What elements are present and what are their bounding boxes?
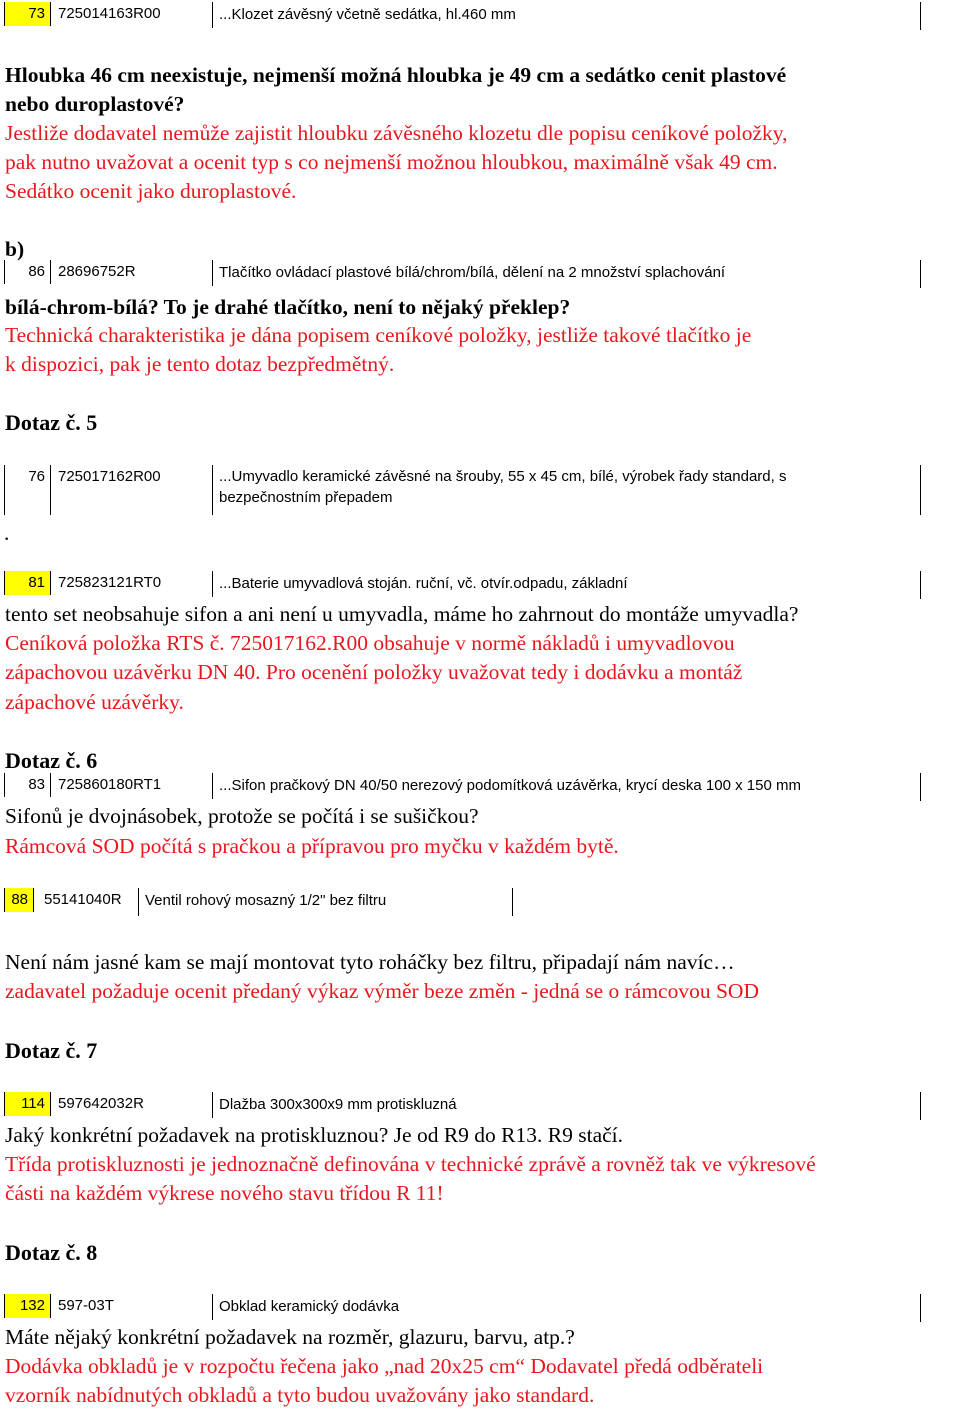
section-heading: Dotaz č. 7	[5, 1038, 98, 1063]
item-description	[212, 465, 786, 515]
answer-text: zadavatel požaduje ocenit předaný výkaz výměr beze změn - jedná se o rámcovou SOD	[5, 979, 759, 1003]
item-code: 725860180RT1	[58, 776, 162, 793]
answer-text: Dodávka obkladů je v rozpočtu řečena jako „nad 20x25 cm“ Dodavatel předá odběrateli	[5, 1354, 764, 1378]
item-code: 725823121RT0	[58, 574, 162, 591]
item-code: 725017162R00	[58, 468, 161, 485]
question-text: Není nám jasné kam se mají montovat tyto roháčky bez filtru, připadají nám navíc…	[5, 950, 735, 974]
question-text: Sifonů je dvojnásobek, protože se počítá i se sušičkou?	[5, 804, 479, 828]
table-row	[0, 569, 960, 595]
table-row	[0, 463, 960, 515]
answer-text: Třída protiskluznosti je jednoznačně definována v technické zprávě a rovněž tak ve výkresové	[5, 1152, 816, 1176]
table-row	[0, 886, 960, 912]
item-number: 132	[4, 1294, 51, 1318]
item-description: Dlažba 300x300x9 mm protiskluzná	[212, 1092, 457, 1118]
table-row	[0, 258, 960, 284]
item-description: ...Baterie umyvadlová stoján. ruční, vč. otvír.odpadu, základní	[212, 571, 628, 597]
item-code: 597642032R	[58, 1095, 144, 1112]
answer-text: Sedátko ocenit jako duroplastové.	[5, 179, 297, 203]
question-text: Jaký konkrétní požadavek na protiskluznou? Je od R9 do R13. R9 stačí.	[5, 1123, 624, 1147]
answer-text: Jestliže dodavatel nemůže zajistit hloubku závěsného klozetu dle popisu ceníkové položky,	[5, 121, 788, 145]
item-description: Tlačítko ovládací plastové bílá/chrom/bílá, dělení na 2 množství splachování	[212, 260, 725, 286]
answer-text: Technická charakteristika je dána popisem ceníkové položky, jestliže takové tlačítko je	[5, 323, 752, 347]
item-number: 73	[4, 2, 51, 26]
answer-text: Rámcová SOD počítá s pračkou a přípravou pro myčku v každém bytě.	[5, 834, 619, 858]
item-number: 83	[4, 773, 51, 797]
item-description-line: bezpečnostním přepadem	[219, 489, 393, 506]
answer-text: pak nutno uvažovat a ocenit typ s co nejmenší možnou hloubkou, maximálně však 49 cm.	[5, 150, 778, 174]
table-row	[0, 771, 960, 797]
answer-text: Ceníková položka RTS č. 725017162.R00 obsahuje v normě nákladů i umyvadlovou	[5, 631, 735, 655]
question-text: Hloubka 46 cm neexistuje, nejmenší možná hloubka je 49 cm a sedátko cenit plastové	[5, 63, 787, 87]
table-border	[920, 1294, 921, 1322]
table-border	[920, 571, 921, 599]
answer-text: zápachové uzávěrky.	[5, 690, 184, 714]
answer-text: zápachovou uzávěrku DN 40. Pro ocenění položky uvažovat tedy i dodávku a montáž	[5, 660, 743, 684]
section-heading: Dotaz č. 6	[5, 748, 98, 773]
table-border	[920, 773, 921, 801]
item-number: 76	[4, 465, 51, 515]
item-code: 597-03T	[58, 1297, 114, 1314]
subsection-label: b)	[5, 237, 25, 261]
item-description: Ventil rohový mosazný 1/2" bez filtru	[138, 888, 386, 916]
item-code: 725014163R00	[58, 5, 161, 22]
item-number: 114	[4, 1092, 51, 1116]
item-description: ...Klozet závěsný včetně sedátka, hl.460 mm	[212, 2, 516, 28]
item-description: Obklad keramický dodávka	[212, 1294, 399, 1320]
table-border	[920, 2, 921, 30]
section-heading: Dotaz č. 5	[5, 410, 98, 435]
item-number: 88	[4, 888, 34, 912]
table-row	[0, 1090, 960, 1116]
question-text: tento set neobsahuje sifon a ani není u umyvadla, máme ho zahrnout do montáže umyvadla?	[5, 602, 799, 626]
table-border	[920, 465, 921, 515]
table-border	[920, 1092, 921, 1120]
item-description: ...Sifon pračkový DN 40/50 nerezový podomítková uzávěrka, krycí deska 100 x 150 mm	[212, 773, 801, 799]
question-text: bílá-chrom-bílá? To je drahé tlačítko, není to nějaký překlep?	[5, 295, 571, 319]
stray-dot: .	[4, 521, 10, 545]
table-row	[0, 0, 960, 26]
question-text: nebo duroplastové?	[5, 92, 185, 116]
item-description-line: ...Umyvadlo keramické závěsné na šrouby, 55 x 45 cm, bílé, výrobek řady standard, s	[219, 468, 787, 485]
item-number: 81	[4, 571, 51, 595]
answer-text: k dispozici, pak je tento dotaz bezpředmětný.	[5, 352, 395, 376]
item-number: 86	[4, 260, 51, 284]
answer-text: části na každém výkrese nového stavu třídou R 11!	[5, 1181, 444, 1205]
table-border	[920, 260, 921, 288]
table-border	[512, 888, 513, 916]
item-code: 55141040R	[44, 891, 122, 908]
item-code: 28696752R	[58, 263, 136, 280]
answer-text: vzorník nabídnutých obkladů a tyto budou uvažovány jako standard.	[5, 1383, 595, 1407]
question-text: Máte nějaký konkrétní požadavek na rozměr, glazuru, barvu, atp.?	[5, 1325, 575, 1349]
section-heading: Dotaz č. 8	[5, 1240, 98, 1265]
table-row	[0, 1292, 960, 1318]
